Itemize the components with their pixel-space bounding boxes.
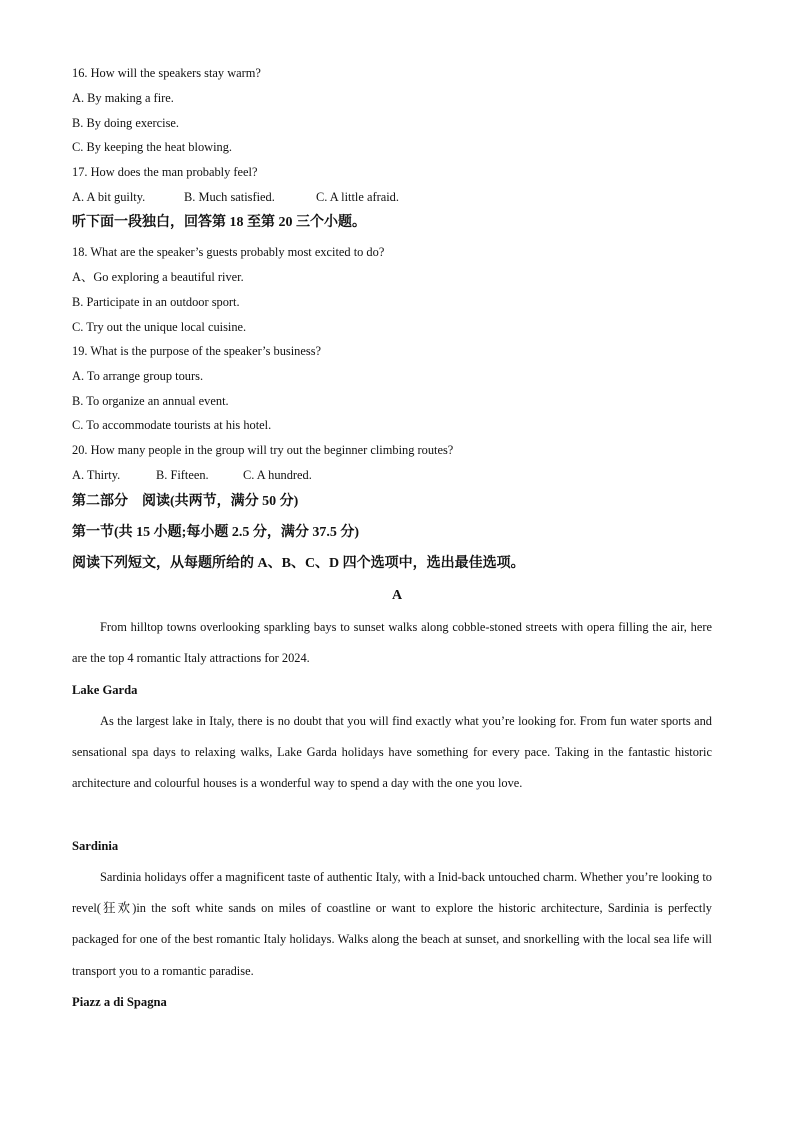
q17-option-b: B. Much satisfied.	[184, 190, 275, 204]
q18-option-c: C. Try out the unique local cuisine.	[72, 320, 247, 334]
q18-option-b: B. Participate in an outdoor sport.	[72, 295, 240, 309]
paragraph-sardinia: Sardinia holidays offer a magnificent taste of authentic Italy, with a Inid-back untouched charm. Whether you’re looking to revel(狂欢)in the soft white sands on miles of coastline or want to explore the historic architecture, Sardinia is perfectly packaged for one of the best romantic Italy holidays. Walks along the beach at sunset, and snorkelling with the local sea life will transport you to a romantic paradise.	[72, 870, 712, 978]
q17-option-c: C. A little afraid.	[316, 190, 399, 204]
q18-option-a: A、Go exploring a beautiful river.	[72, 270, 244, 284]
q16-option-a: A. By making a fire.	[72, 91, 174, 105]
q19-stem: 19. What is the purpose of the speaker’s business?	[72, 344, 322, 358]
q20-stem: 20. How many people in the group will try out the beginner climbing routes?	[72, 443, 454, 457]
q20-option-b: B. Fifteen.	[156, 468, 209, 482]
part2-instruction: 阅读下列短文，从每题所给的 A、B、C、D 四个选项中，选出最佳选项。	[72, 556, 525, 571]
heading-sardinia: Sardinia	[72, 839, 119, 853]
heading-piazza-di-spagna: Piazz a di Spagna	[72, 995, 167, 1009]
q16-option-c: C. By keeping the heat blowing.	[72, 140, 233, 154]
q19-option-c: C. To accommodate tourists at his hotel.	[72, 418, 272, 432]
q17-option-a: A. A bit guilty.	[72, 190, 146, 204]
passage-letter: A	[391, 588, 403, 603]
q20-option-a: A. Thirty.	[72, 468, 121, 482]
heading-lake-garda: Lake Garda	[72, 683, 138, 697]
q18-stem: 18. What are the speaker’s guests probably most excited to do?	[72, 245, 385, 259]
q19-option-a: A. To arrange group tours.	[72, 369, 204, 383]
section-note: 听下面一段独白，回答第 18 至第 20 三个小题。	[72, 215, 366, 230]
paragraph-lake-garda: As the largest lake in Italy, there is no doubt that you will find exactly what you’re looking for. From fun water sports and sensational spa days to relaxing walks, Lake Garda holidays have something for every pace. Taking in the fantastic historic architecture and colourful houses is a wonderful way to spend a day with the one you love.	[72, 714, 712, 791]
passage-intro: From hilltop towns overlooking sparkling bays to sunset walks along cobble-stoned streets with opera filling the air, here are the top 4 romantic Italy attractions for 2024.	[72, 620, 712, 666]
part2-section1: 第一节(共 15 小题;每小题 2.5 分，满分 37.5 分)	[72, 525, 359, 540]
part2-title: 第二部分 阅读(共两节，满分 50 分)	[72, 494, 299, 509]
q20-option-c: C. A hundred.	[243, 468, 312, 482]
q16-stem: 16. How will the speakers stay warm?	[72, 66, 261, 80]
q17-stem: 17. How does the man probably feel?	[72, 165, 258, 179]
q16-option-b: B. By doing exercise.	[72, 116, 180, 130]
q19-option-b: B. To organize an annual event.	[72, 394, 229, 408]
